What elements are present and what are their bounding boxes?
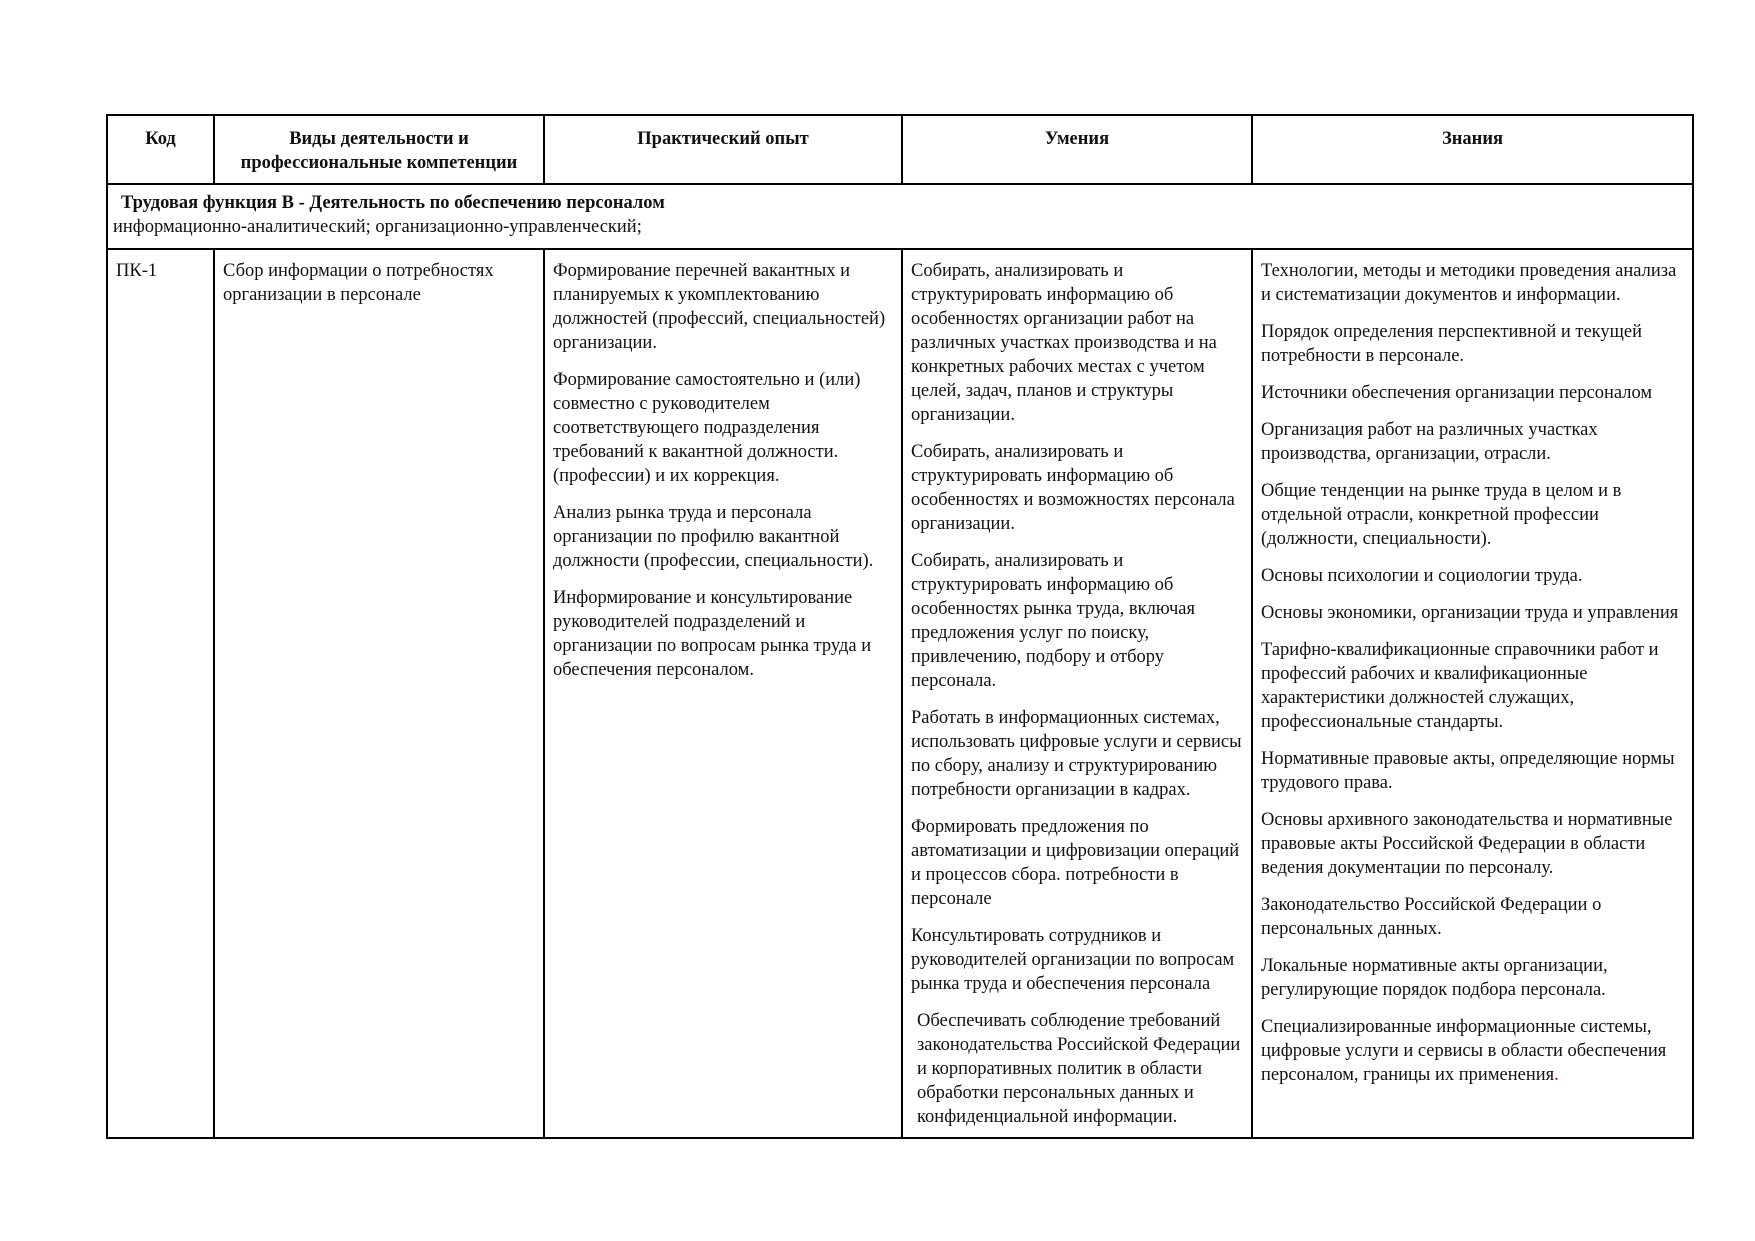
paragraph: Организация работ на различных участках производства, организации, отрасли. [1261,420,1598,464]
section-row [107,184,1693,249]
paragraph: Формирование самостоятельно и (или) совместно с руководителем соответствующего подразделения требований к вакантной должности. (профессии) и их коррекция. [553,370,861,486]
paragraph: Источники обеспечения организации персоналом [1261,383,1653,403]
section-cell [107,184,1693,249]
knowledge-last-text: Специализированные информационные системы, цифровые услуги и сервисы в области обеспечения персоналом, границы их применения [1261,1017,1667,1085]
section-subtitle: информационно-аналитический; организационно-управленческий; [113,217,642,237]
header-knowledge: Знания [1252,115,1693,184]
header-practical-experience: Практический опыт [544,115,902,184]
section-title: Трудовая функция В - Деятельность по обеспечению персоналом [121,193,665,213]
paragraph: Тарифно-квалификационные справочники работ и профессий рабочих и квалификационные характеристики должностей служащих, профессиональные стандарты. [1261,640,1659,732]
paragraph: Информирование и консультирование руководителей подразделений и организации по вопросам рынка труда и обеспечения персоналом. [553,588,872,680]
paragraph: Анализ рынка труда и персонала организации по профилю вакантной должности (профессии, специальности). [553,503,874,571]
paragraph: Нормативные правовые акты, определяющие нормы трудового права. [1261,749,1675,793]
paragraph: Локальные нормативные акты организации, регулирующие порядок подбора персонала. [1261,956,1608,1000]
table-header-row [107,115,1693,184]
paragraph: Основы психологии и социологии труда. [1261,566,1583,586]
cell-activity [214,249,544,1138]
cell-practical-experience [544,249,902,1138]
paragraph: Формирование перечней вакантных и планируемых к укомплектованию должностей (профессий, специальностей) организации. [553,261,886,353]
paragraph: Технологии, методы и методики проведения анализа и систематизации документов и информации. [1261,261,1677,305]
competency-table [106,114,1694,1139]
paragraph: Порядок определения перспективной и текущей потребности в персонале. [1261,322,1642,366]
cell-code [107,249,214,1138]
paragraph: Общие тенденции на рынке труда в целом и в отдельной отрасли, конкретной профессии (должности, специальности). [1261,481,1622,549]
table-row [107,249,1693,1138]
paragraph: Законодательство Российской Федерации о персональных данных. [1261,895,1602,939]
paragraph: Собирать, анализировать и структурировать информацию об особенностях рынка труда, включая предложения услуг по поиску, привлечению, подбору и отбору персонала. [911,551,1195,691]
paragraph: Собирать, анализировать и структурировать информацию об особенностях организации работ на различных участках производства и на конкретных рабочих местах с учетом целей, задач, планов и структуры организации. [911,261,1217,425]
knowledge-last-paragraph [1261,1015,1684,1087]
cell-skills [902,249,1252,1138]
paragraph: Обеспечивать соблюдение требований законодательства Российской Федерации и корпоративных политик в области обработки персональных данных и конфиденциальной информации. [917,1011,1241,1127]
header-code: Код [107,115,214,184]
paragraph: Основы экономики, организации труда и управления [1261,603,1679,623]
code-value: ПК-1 [116,261,158,281]
activity-value: Сбор информации о потребностях организации в персонале [223,261,494,305]
paragraph: Консультировать сотрудников и руководителей организации по вопросам рынка труда и обеспечения персонала [911,926,1235,994]
paragraph: Собирать, анализировать и структурировать информацию об особенностях и возможностях персонала организации. [911,442,1235,534]
cell-knowledge [1252,249,1693,1138]
red-period: . [1554,1065,1559,1085]
paragraph: Работать в информационных системах, использовать цифровые услуги и сервисы по сбору, анализу и структурированию потребности организации в кадрах. [911,708,1242,800]
header-activity-types: Виды деятельности и профессиональные компетенции [214,115,544,184]
paragraph: Формировать предложения по автоматизации и цифровизации операций и процессов сбора. потребности в персонале [911,817,1240,909]
paragraph: Основы архивного законодательства и нормативные правовые акты Российской Федерации в области ведения документации по персоналу. [1261,810,1673,878]
header-skills: Умения [902,115,1252,184]
